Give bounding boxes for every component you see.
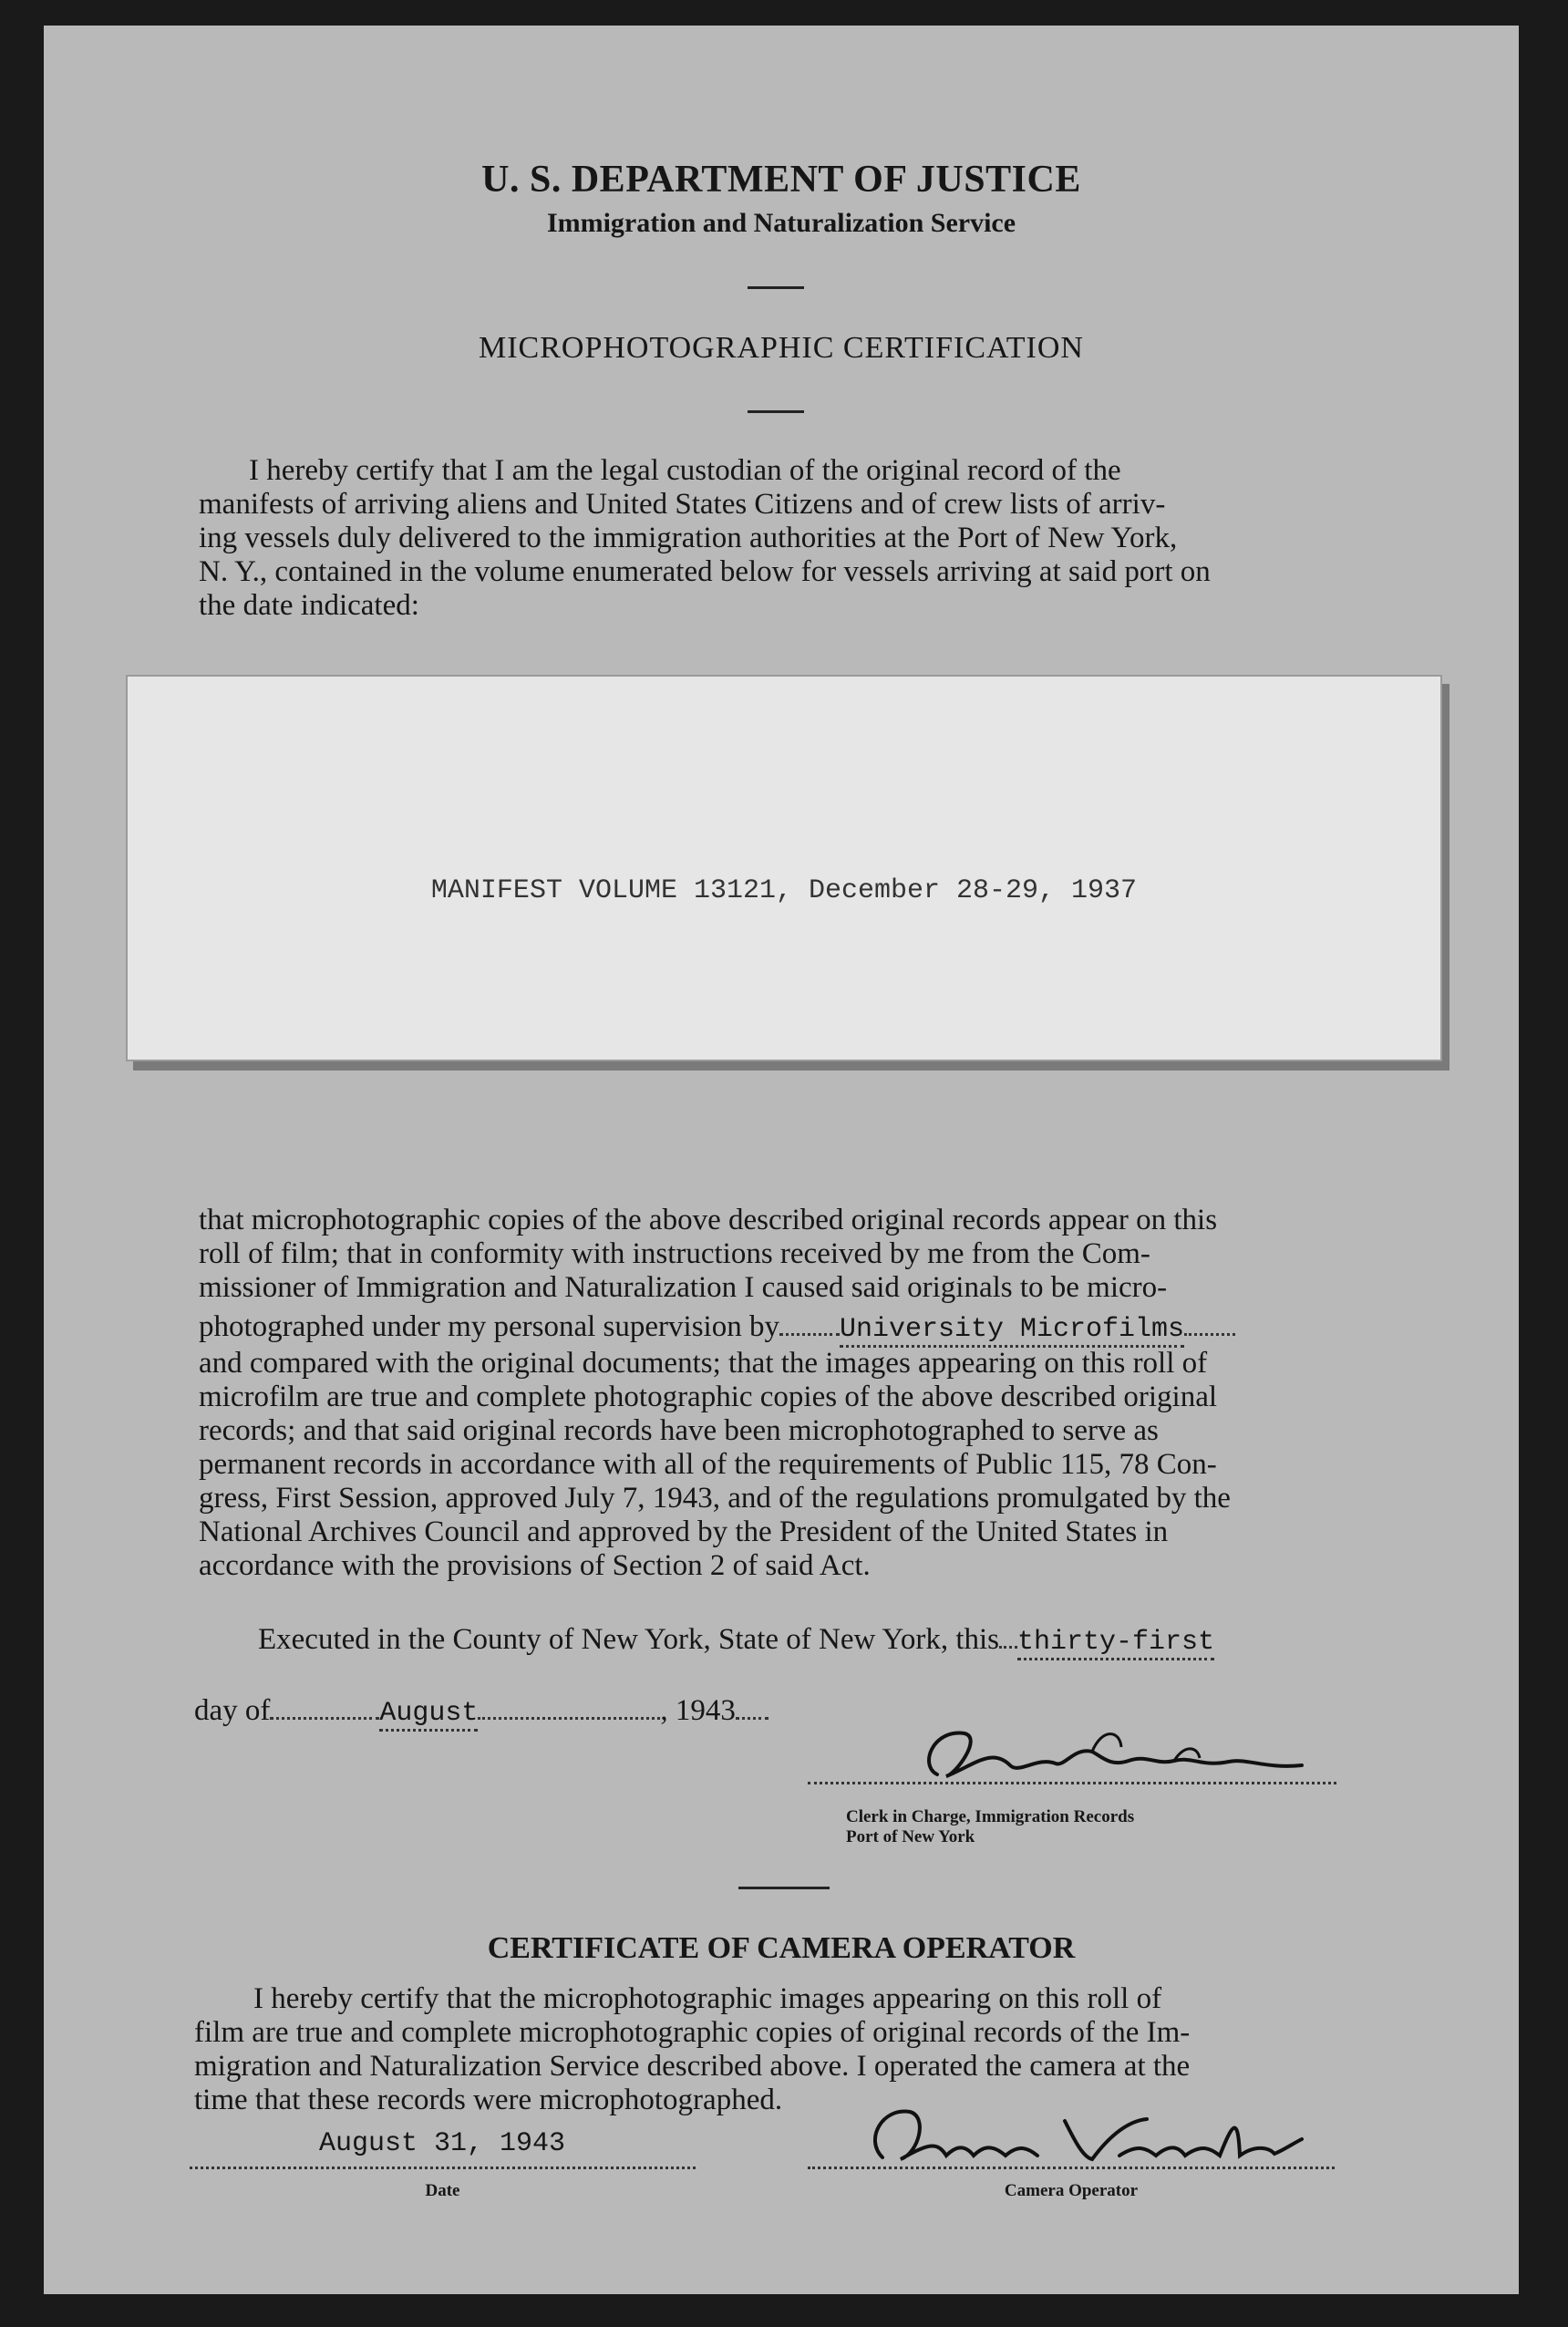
- camera-certificate-title: CERTIFICATE OF CAMERA OPERATOR: [487, 1931, 1076, 1965]
- clerk-title-line: Clerk in Charge, Immigration Records: [846, 1807, 1135, 1826]
- body-line: microfilm are true and complete photographic copies of the above described original: [199, 1381, 1218, 1413]
- intro-line: I hereby certify that I am the legal custodian of the original record of the: [249, 454, 1121, 487]
- camera-line: time that these records were microphotographed.: [194, 2084, 783, 2116]
- intro-line: manifests of arriving aliens and United States Citizens and of crew lists of arriv-: [199, 488, 1166, 521]
- dotted-leader: [779, 1333, 840, 1336]
- body-line: and compared with the original documents; that the images appearing on this roll of: [199, 1347, 1208, 1380]
- body-paragraph: [199, 1204, 1352, 1583]
- department-heading: U. S. DEPARTMENT OF JUSTICE: [481, 159, 1081, 201]
- clerk-signature: [882, 1711, 1357, 1793]
- operator-signature-line: [808, 2167, 1335, 2169]
- camera-date-value: August 31, 1943: [319, 2128, 566, 2159]
- dotted-leader: [999, 1646, 1017, 1649]
- date-label: Date: [425, 2181, 460, 2200]
- dotted-leader: [478, 1717, 660, 1720]
- intro-line: N. Y., contained in the volume enumerated below for vessels arriving at said port on: [199, 555, 1211, 588]
- camera-operator-label: Camera Operator: [1004, 2181, 1139, 2200]
- execution-prefix: Executed in the County of New York, State of New York, this: [258, 1623, 1000, 1656]
- date-line: [190, 2167, 696, 2169]
- certification-title: MICROPHOTOGRAPHIC CERTIFICATION: [478, 331, 1084, 365]
- camera-line: migration and Naturalization Service described above. I operated the camera at the: [194, 2050, 1191, 2083]
- operator-signature: [846, 2094, 1320, 2176]
- divider: [748, 286, 804, 289]
- camera-line: I hereby certify that the microphotographic images appearing on this roll of: [253, 1982, 1162, 2015]
- body-line: missioner of Immigration and Naturalization I caused said originals to be micro-: [199, 1271, 1168, 1304]
- volume-label-card: [126, 675, 1442, 1061]
- day-of-line: [194, 1694, 769, 1729]
- body-line: National Archives Council and approved by the President of the United States in: [199, 1515, 1169, 1548]
- year-text: , 1943: [660, 1694, 736, 1727]
- body-line: permanent records in accordance with all of the requirements of Public 115, 78 Con-: [199, 1448, 1217, 1481]
- service-subheading: Immigration and Naturalization Service: [546, 208, 1016, 238]
- month-value: August: [379, 1698, 478, 1732]
- supervision-line: [199, 1310, 1352, 1347]
- body-line: accordance with the provisions of Section 2 of said Act.: [199, 1549, 871, 1582]
- intro-line: ing vessels duly delivered to the immigration authorities at the Port of New York,: [199, 522, 1178, 554]
- certificate-page: [44, 26, 1519, 2294]
- camera-line: film are true and complete microphotographic copies of original records of the Im-: [194, 2016, 1191, 2049]
- intro-paragraph: [199, 454, 1352, 623]
- clerk-title-line: Port of New York: [846, 1827, 975, 1846]
- manifest-volume-label: MANIFEST VOLUME 13121, December 28-29, 1937: [430, 875, 1138, 906]
- day-of-label: day of: [194, 1694, 271, 1727]
- clerk-title: [846, 1807, 1134, 1847]
- supervisor-value: University Microfilms: [840, 1314, 1184, 1348]
- clerk-signature-line: [808, 1782, 1336, 1784]
- divider: [738, 1887, 830, 1889]
- dotted-leader: [1184, 1333, 1235, 1336]
- intro-line: the date indicated:: [199, 589, 419, 622]
- body-line: that microphotographic copies of the above described original records appear on this: [199, 1204, 1218, 1236]
- supervision-prefix: photographed under my personal supervision by: [199, 1310, 779, 1343]
- body-line: gress, First Session, approved July 7, 1943, and of the regulations promulgated by the: [199, 1482, 1231, 1515]
- execution-day-value: thirty-first: [1017, 1627, 1214, 1660]
- body-line: records; and that said original records have been microphotographed to serve as: [199, 1414, 1159, 1447]
- dotted-leader: [736, 1717, 769, 1720]
- execution-line: [258, 1623, 1214, 1658]
- dotted-leader: [270, 1717, 379, 1720]
- body-line: roll of film; that in conformity with instructions received by me from the Com-: [199, 1237, 1150, 1270]
- divider: [748, 410, 804, 413]
